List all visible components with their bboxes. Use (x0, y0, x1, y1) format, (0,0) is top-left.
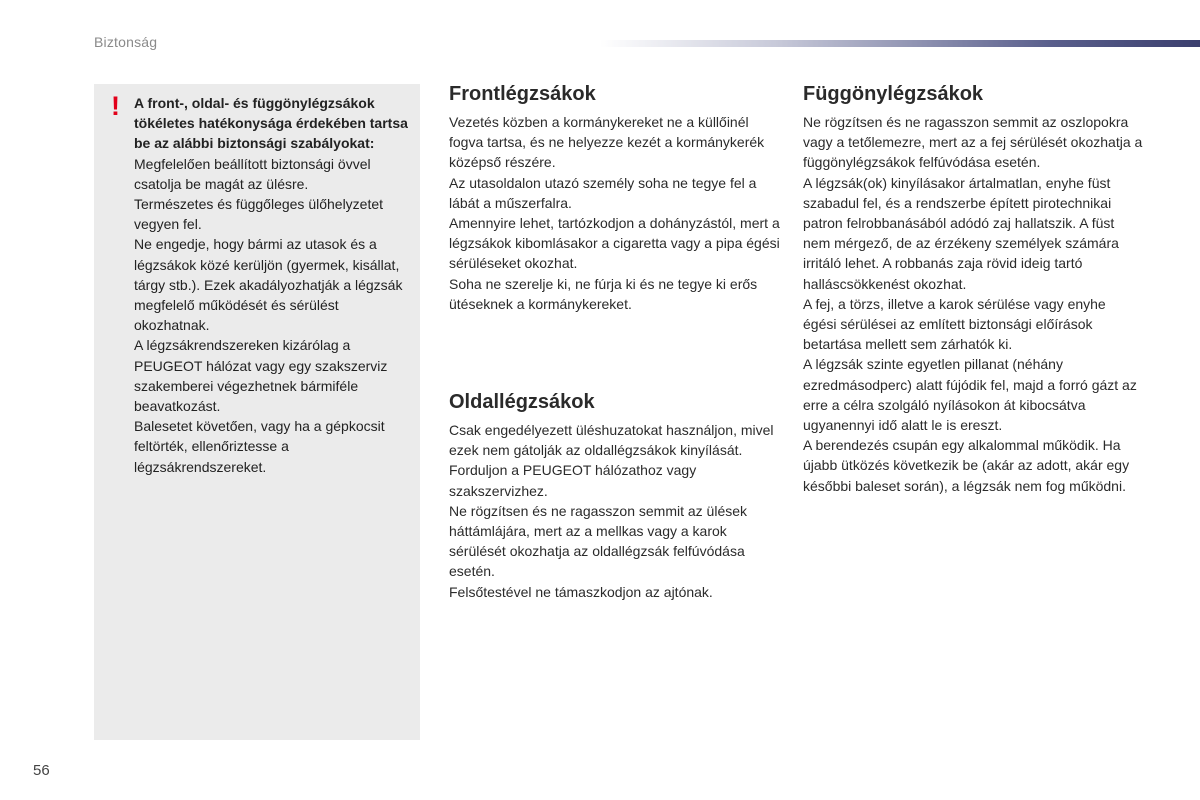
header-rule (600, 40, 1200, 47)
curtain-paragraph: A légzsák szinte egyetlen pillanat (néhány ezredmásodperc) alatt fújódik fel, majd a forró gázt az erre a célra szolgáló nyílásokon át kibocsátva ugyanennyi idő alatt le is ereszt. (803, 356, 1137, 434)
warning-icon: ! (111, 91, 120, 121)
warning-paragraph: Ne engedje, hogy bármi az utasok és a légzsákok közé kerüljön (gyermek, kisállat, tárgy stb.). Ezek akadályozhatják a légzsák megfelelő működését és sérülést okozhatnak. (134, 236, 403, 334)
warning-lead: A front-, oldal- és függönylégzsákok tökéletes hatékonysága érdekében tartsa be az alábbi biztonsági szabályokat: (134, 95, 408, 152)
side-airbags-section (449, 390, 785, 602)
curtain-airbags-title: Függönylégzsákok (803, 83, 984, 105)
curtain-paragraph: Ne rögzítsen és ne ragasszon semmit az oszlopokra vagy a tetőlemezre, mert az a fej sérülését okozhatja a függönylégzsákok felfúvódása esetén. (803, 114, 1143, 171)
front-paragraph: Az utasoldalon utazó személy soha ne tegye fel a lábát a műszerfalra. (449, 174, 757, 211)
front-airbags-section (449, 82, 785, 314)
front-paragraph: Vezetés közben a kormánykereket ne a küllőinél fogva tartsa, és ne helyezze kezét a kormánykerék középső részére. (449, 114, 765, 171)
page-number: 56 (33, 762, 50, 779)
curtain-paragraph: A légzsák(ok) kinyílásakor ártalmatlan, enyhe füst szabadul fel, és a rendszerbe épített pirotechnikai patron felrobbanásából adódó zaj hallatszik. A füst nem mérgező, de az érzékeny személyek számára irritáló lehet. A robbanás zaja rövid ideig tartó halláscsökkenést okozhat. (803, 174, 1119, 292)
curtain-airbags-section (803, 82, 1143, 496)
side-paragraph: Felsőtestével ne támaszkodjon az ajtónak. (449, 583, 713, 600)
side-paragraph: Csak engedélyezett üléshuzatokat használjon, mivel ezek nem gátolják az oldallégzsákok kinyílását. Forduljon a PEUGEOT hálózathoz vagy szakszervizhez. (449, 422, 774, 499)
warning-paragraph: Megfelelően beállított biztonsági övvel csatolja be magát az ülésre. (134, 155, 371, 192)
side-paragraph: Ne rögzítsen és ne ragasszon semmit az ülések háttámlájára, mert az a mellkas vagy a karok sérülését okozhatja az oldallégzsák felfúvódása esetén. (449, 502, 748, 580)
side-airbags-title: Oldallégzsákok (449, 391, 595, 413)
curtain-paragraph: A fej, a törzs, illetve a karok sérülése vagy enyhe égési sérülései az említett biztonsági előírások betartása mellett sem zárhatók ki. (803, 295, 1106, 353)
curtain-paragraph: A berendezés csupán egy alkalommal működik. Ha újabb ütközés következik be (akár az adott, akár egy későbbi baleset során), a légzsák nem fog működni. (803, 437, 1130, 494)
front-paragraph: Amennyire lehet, tartózkodjon a dohányzástól, mert a légzsákok kibomlásakor a cigaretta vagy a pipa égési sérüléseket okozhat. (449, 215, 780, 272)
warning-text (134, 93, 410, 477)
front-paragraph: Soha ne szerelje ki, ne fúrja ki és ne tegye ki erős ütéseknek a kormánykereket. (449, 275, 758, 312)
front-airbags-title: Frontlégzsákok (449, 83, 596, 105)
warning-paragraph: Természetes és függőleges ülőhelyzetet vegyen fel. (134, 196, 384, 233)
warning-paragraph: Balesetet követően, vagy ha a gépkocsit feltörték, ellenőriztesse a légzsákrendszereket. (134, 418, 385, 475)
warning-paragraph: A légzsákrendszereken kizárólag a PEUGEOT hálózat vagy egy szakszerviz szakemberei végezhetnek bármiféle beavatkozást. (134, 337, 388, 415)
section-label: Biztonság (94, 34, 158, 50)
